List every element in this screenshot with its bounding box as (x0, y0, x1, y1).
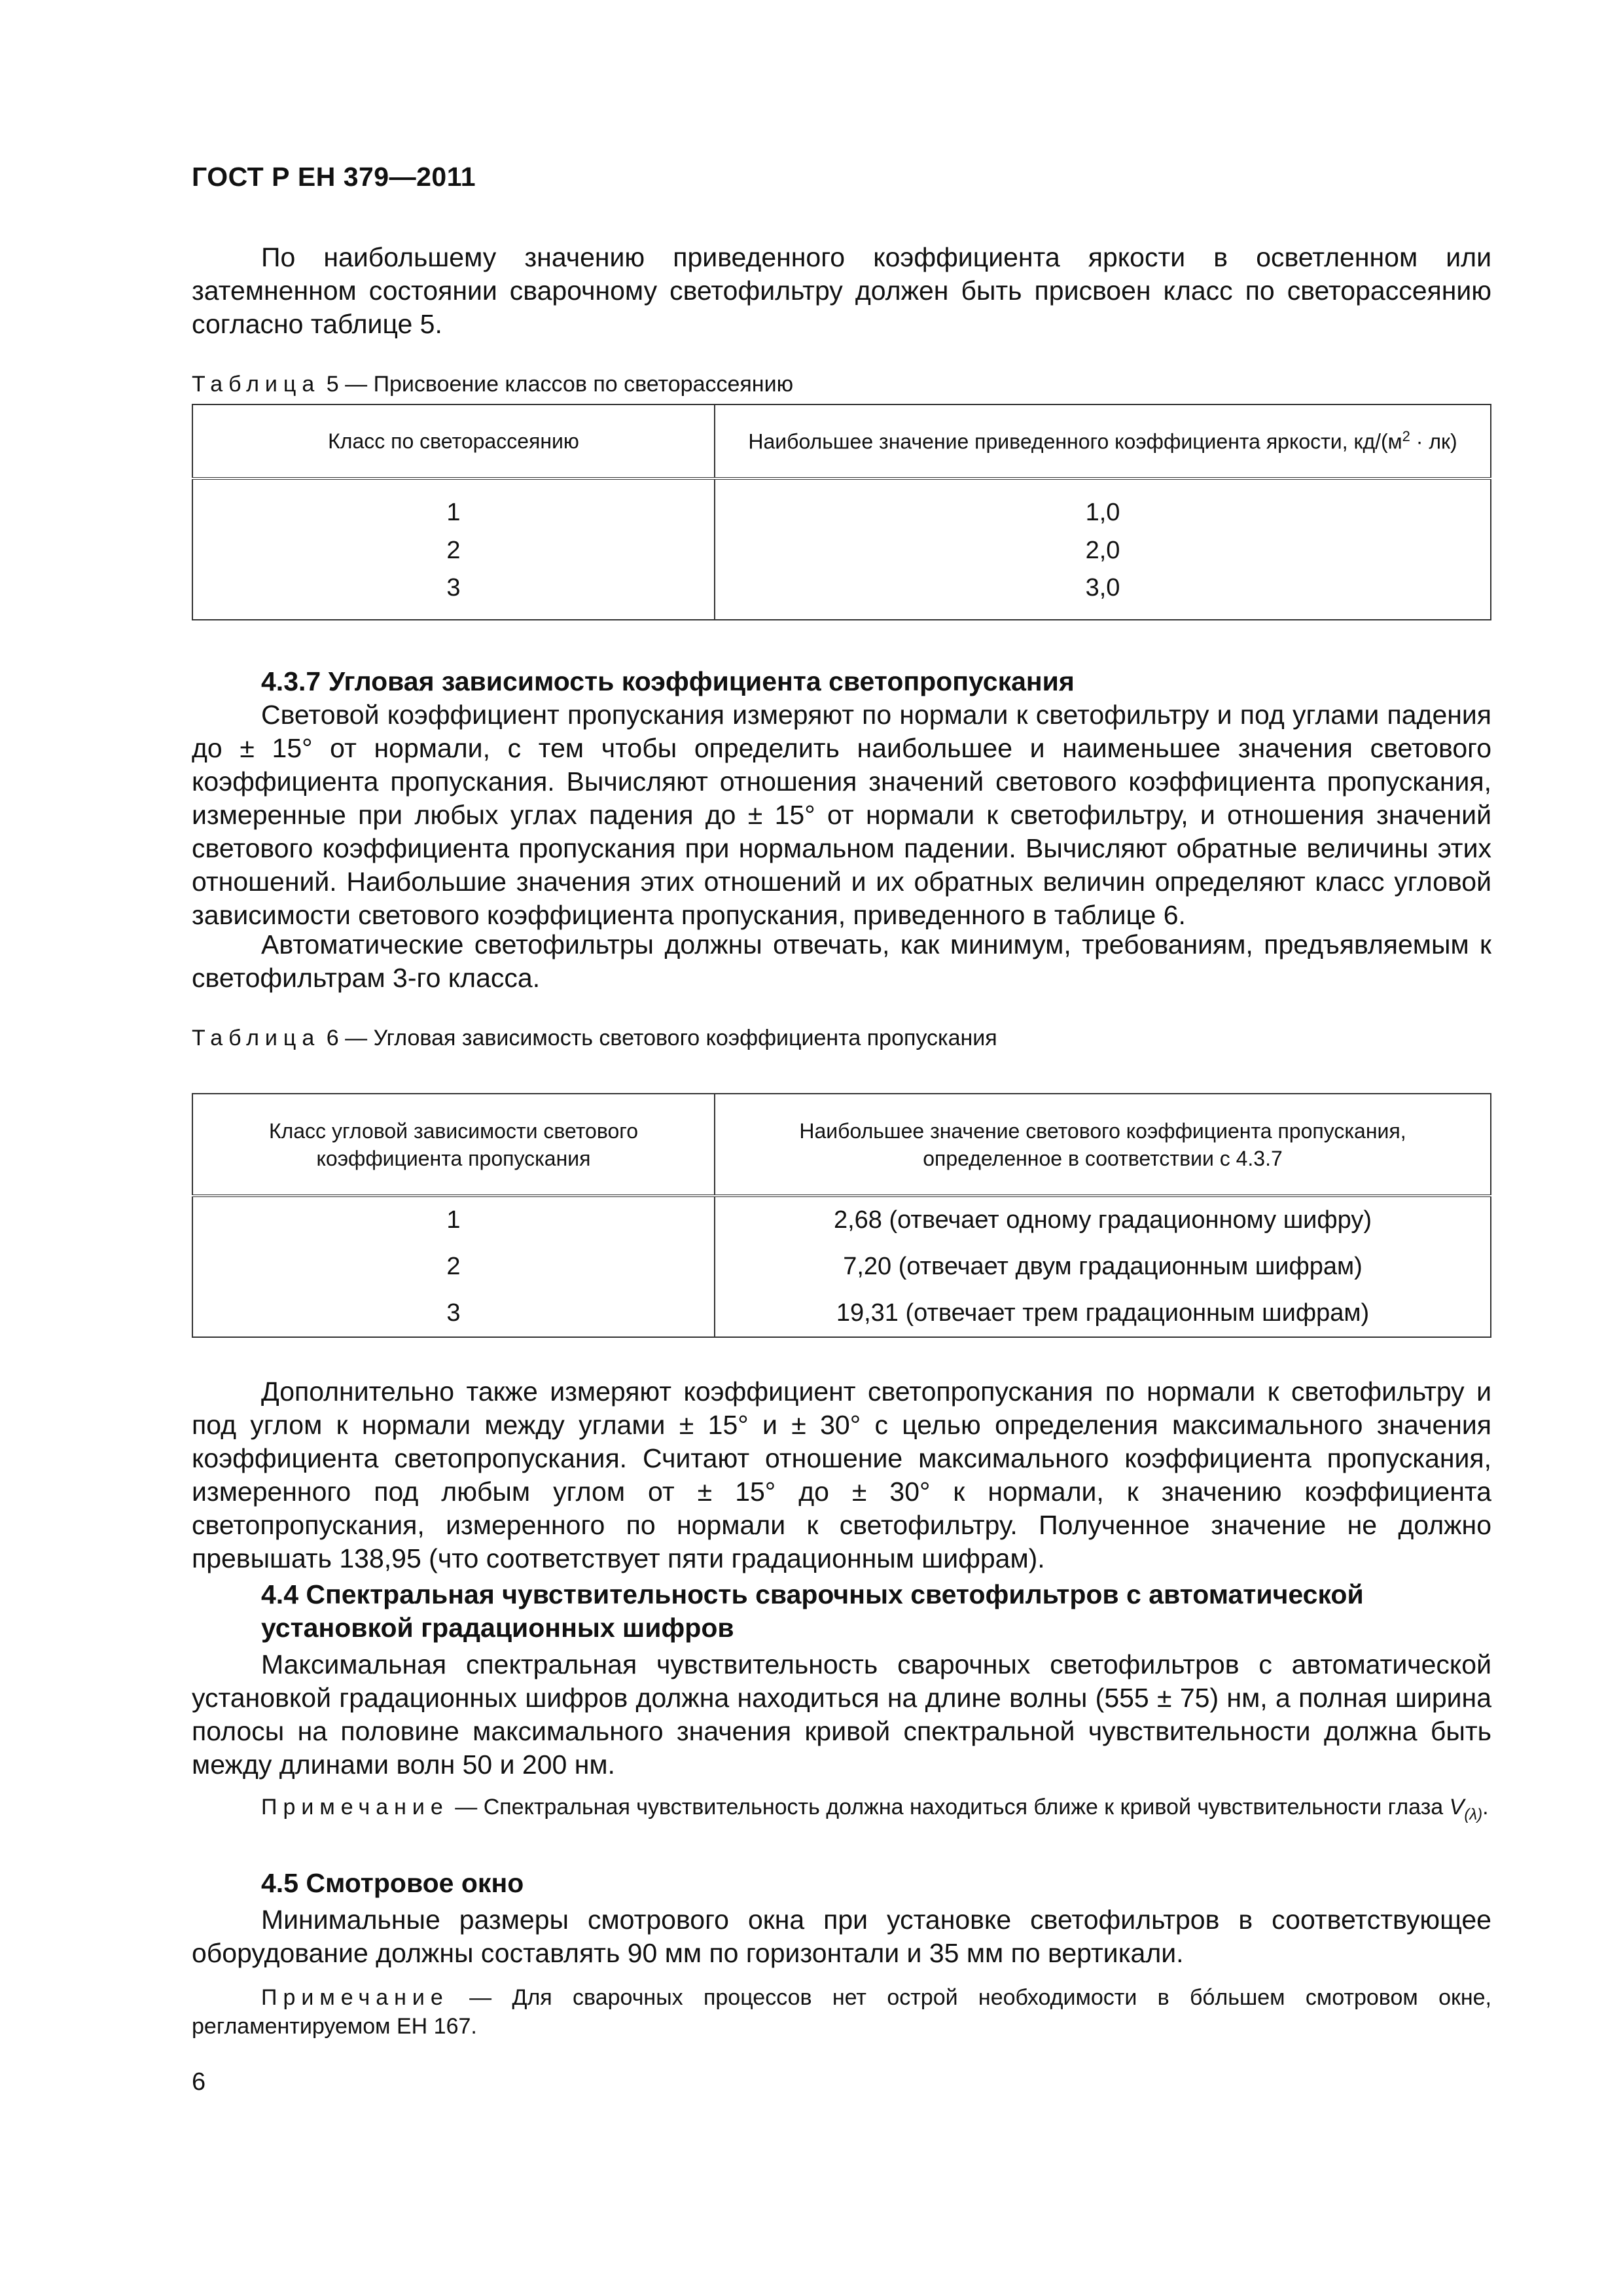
table5-caption-text: 5 — Присвоение классов по светорассеянию (326, 372, 794, 397)
note-prefix: Примечание (261, 1795, 449, 1820)
table6-class-cell: 1 (192, 1196, 715, 1243)
table-row (192, 1243, 1491, 1290)
table6-class-cell: 3 (192, 1290, 715, 1337)
table6-col1-header (192, 1094, 715, 1196)
note-subscript: (λ) (1464, 1806, 1483, 1823)
table5-class-cell: 3 (192, 574, 715, 620)
section-4-4-heading-line1: 4.4 Спектральная чувствительность сварочных светофильтров с автоматической (261, 1579, 1364, 1609)
table5-col2-header-a: Наибольшее значение приведенного коэффициента яркости, кд/(м (748, 429, 1402, 454)
table6-caption-prefix: Таблица (192, 1026, 321, 1050)
table-row (192, 574, 1491, 620)
table6-caption-text: 6 — Угловая зависимость светового коэффициента пропускания (326, 1026, 997, 1050)
table5-class-cell: 2 (192, 527, 715, 574)
note-symbol: V (1449, 1795, 1465, 1820)
section-4-4-heading-line2: установкой градационных шифров (261, 1613, 734, 1643)
section-4-4-paragraph: Максимальная спектральная чувствительность сварочных светофильтров с автоматической установкой градационных шифров должна находиться на длине волны (555 ± 75) нм, а полная ширина полосы на половине максимального значения кривой спектральной чувствительности должна быть между длинами волн 50 и 200 нм. (192, 1649, 1491, 1780)
table6-col2-header-line1: Наибольшее значение светового коэффициента пропускания, (799, 1119, 1406, 1143)
table-row (192, 1196, 1491, 1243)
table5-caption-prefix: Таблица (192, 372, 321, 397)
section-4-4-heading (261, 1578, 1364, 1645)
section-4-4-note (192, 1793, 1491, 1829)
document-header: ГОСТ Р ЕН 379—2011 (192, 162, 476, 192)
page-number: 6 (192, 2068, 206, 2096)
table5-value-cell: 1,0 (715, 478, 1491, 527)
table6-value-cell: 2,68 (отвечает одному градационному шифру) (715, 1196, 1491, 1243)
table6-col2-header-line2: определенное в соответствии с 4.3.7 (923, 1146, 1283, 1170)
section-4-5-heading: 4.5 Смотровое окно (261, 1868, 524, 1898)
note-prefix: Примечание (261, 1985, 449, 2010)
intro-paragraph: По наибольшему значению приведенного коэффициента яркости в осветленном или затемненном состоянии сварочному светофильтру должен быть присвоен класс по светорассеянию согласно таблице 5. (192, 242, 1491, 339)
table5-value-cell: 3,0 (715, 574, 1491, 620)
note-text: — Для сварочных процессов нет острой необходимости в бóльшем смотровом окне, регламентируемом ЕН 167. (192, 1985, 1491, 2039)
table5-value-cell: 2,0 (715, 527, 1491, 574)
table6-col1-header-line2: коэффициента пропускания (316, 1146, 591, 1170)
note-end: . (1482, 1795, 1489, 1820)
table5-col2-header (715, 404, 1491, 478)
table5-col2-header-b: · лк) (1410, 429, 1457, 454)
section-4-3-7-paragraph-2: Автоматические светофильтры должны отвечать, как минимум, требованиям, предъявляемым к светофильтрам 3-го класса. (192, 929, 1491, 993)
table5-caption (192, 370, 793, 398)
table-row (192, 478, 1491, 527)
table5-col1-header: Класс по светорассеянию (192, 404, 715, 478)
table6-col2-header (715, 1094, 1491, 1196)
section-4-5-paragraph: Минимальные размеры смотрового окна при установке светофильтров в соответствующее оборудование должны составлять 90 мм по горизонтали и 35 мм по вертикали. (192, 1905, 1491, 1968)
table-row (192, 1290, 1491, 1337)
section-4-3-7-heading: 4.3.7 Угловая зависимость коэффициента светопропускания (261, 666, 1075, 696)
table6 (192, 1093, 1491, 1338)
table5-class-cell: 1 (192, 478, 715, 527)
table6-class-cell: 2 (192, 1243, 715, 1290)
table6-caption (192, 1024, 997, 1052)
table6-col1-header-line1: Класс угловой зависимости светового (268, 1119, 639, 1143)
table-row (192, 527, 1491, 574)
note-text: — Спектральная чувствительность должна находиться ближе к кривой чувствительности глаза (448, 1795, 1450, 1820)
table5-col2-header-sup: 2 (1402, 428, 1410, 445)
table6-value-cell: 19,31 (отвечает трем градационным шифрам) (715, 1290, 1491, 1337)
section-4-3-7-paragraph-1: Световой коэффициент пропускания измеряют по нормали к светофильтру и под углами падения до ± 15° от нормали, с тем чтобы определить наибольшее и наименьшее значения светового коэффициента пропускания. Вычисляют отношения значений светового коэффициента пропускания, измеренные при любых углах падения до ± 15° от нормали к светофильтру, и отношения значений светового коэффициента пропускания при нормальном падении. Вычисляют обратные величины этих отношений. Наибольшие значения этих отношений и их обратных величин определяют класс угловой зависимости светового коэффициента пропускания, приведенного в таблице 6. (192, 700, 1491, 930)
table5 (192, 404, 1491, 620)
additional-measurement-paragraph: Дополнительно также измеряют коэффициент светопропускания по нормали к светофильтру и под углом к нормали между углами ± 15° и ± 30° с целью определения максимального значения коэффициента светопропускания. Считают отношение максимального коэффициента пропускания, измеренного под любым углом от ± 15° до ± 30° к нормали, к значению коэффициента светопропускания, измеренного по нормали к светофильтру. Полученное значение не должно превышать 138,95 (что соответствует пяти градационным шифрам). (192, 1376, 1491, 1573)
section-4-5-note (192, 1983, 1491, 2041)
table6-value-cell: 7,20 (отвечает двум градационным шифрам) (715, 1243, 1491, 1290)
